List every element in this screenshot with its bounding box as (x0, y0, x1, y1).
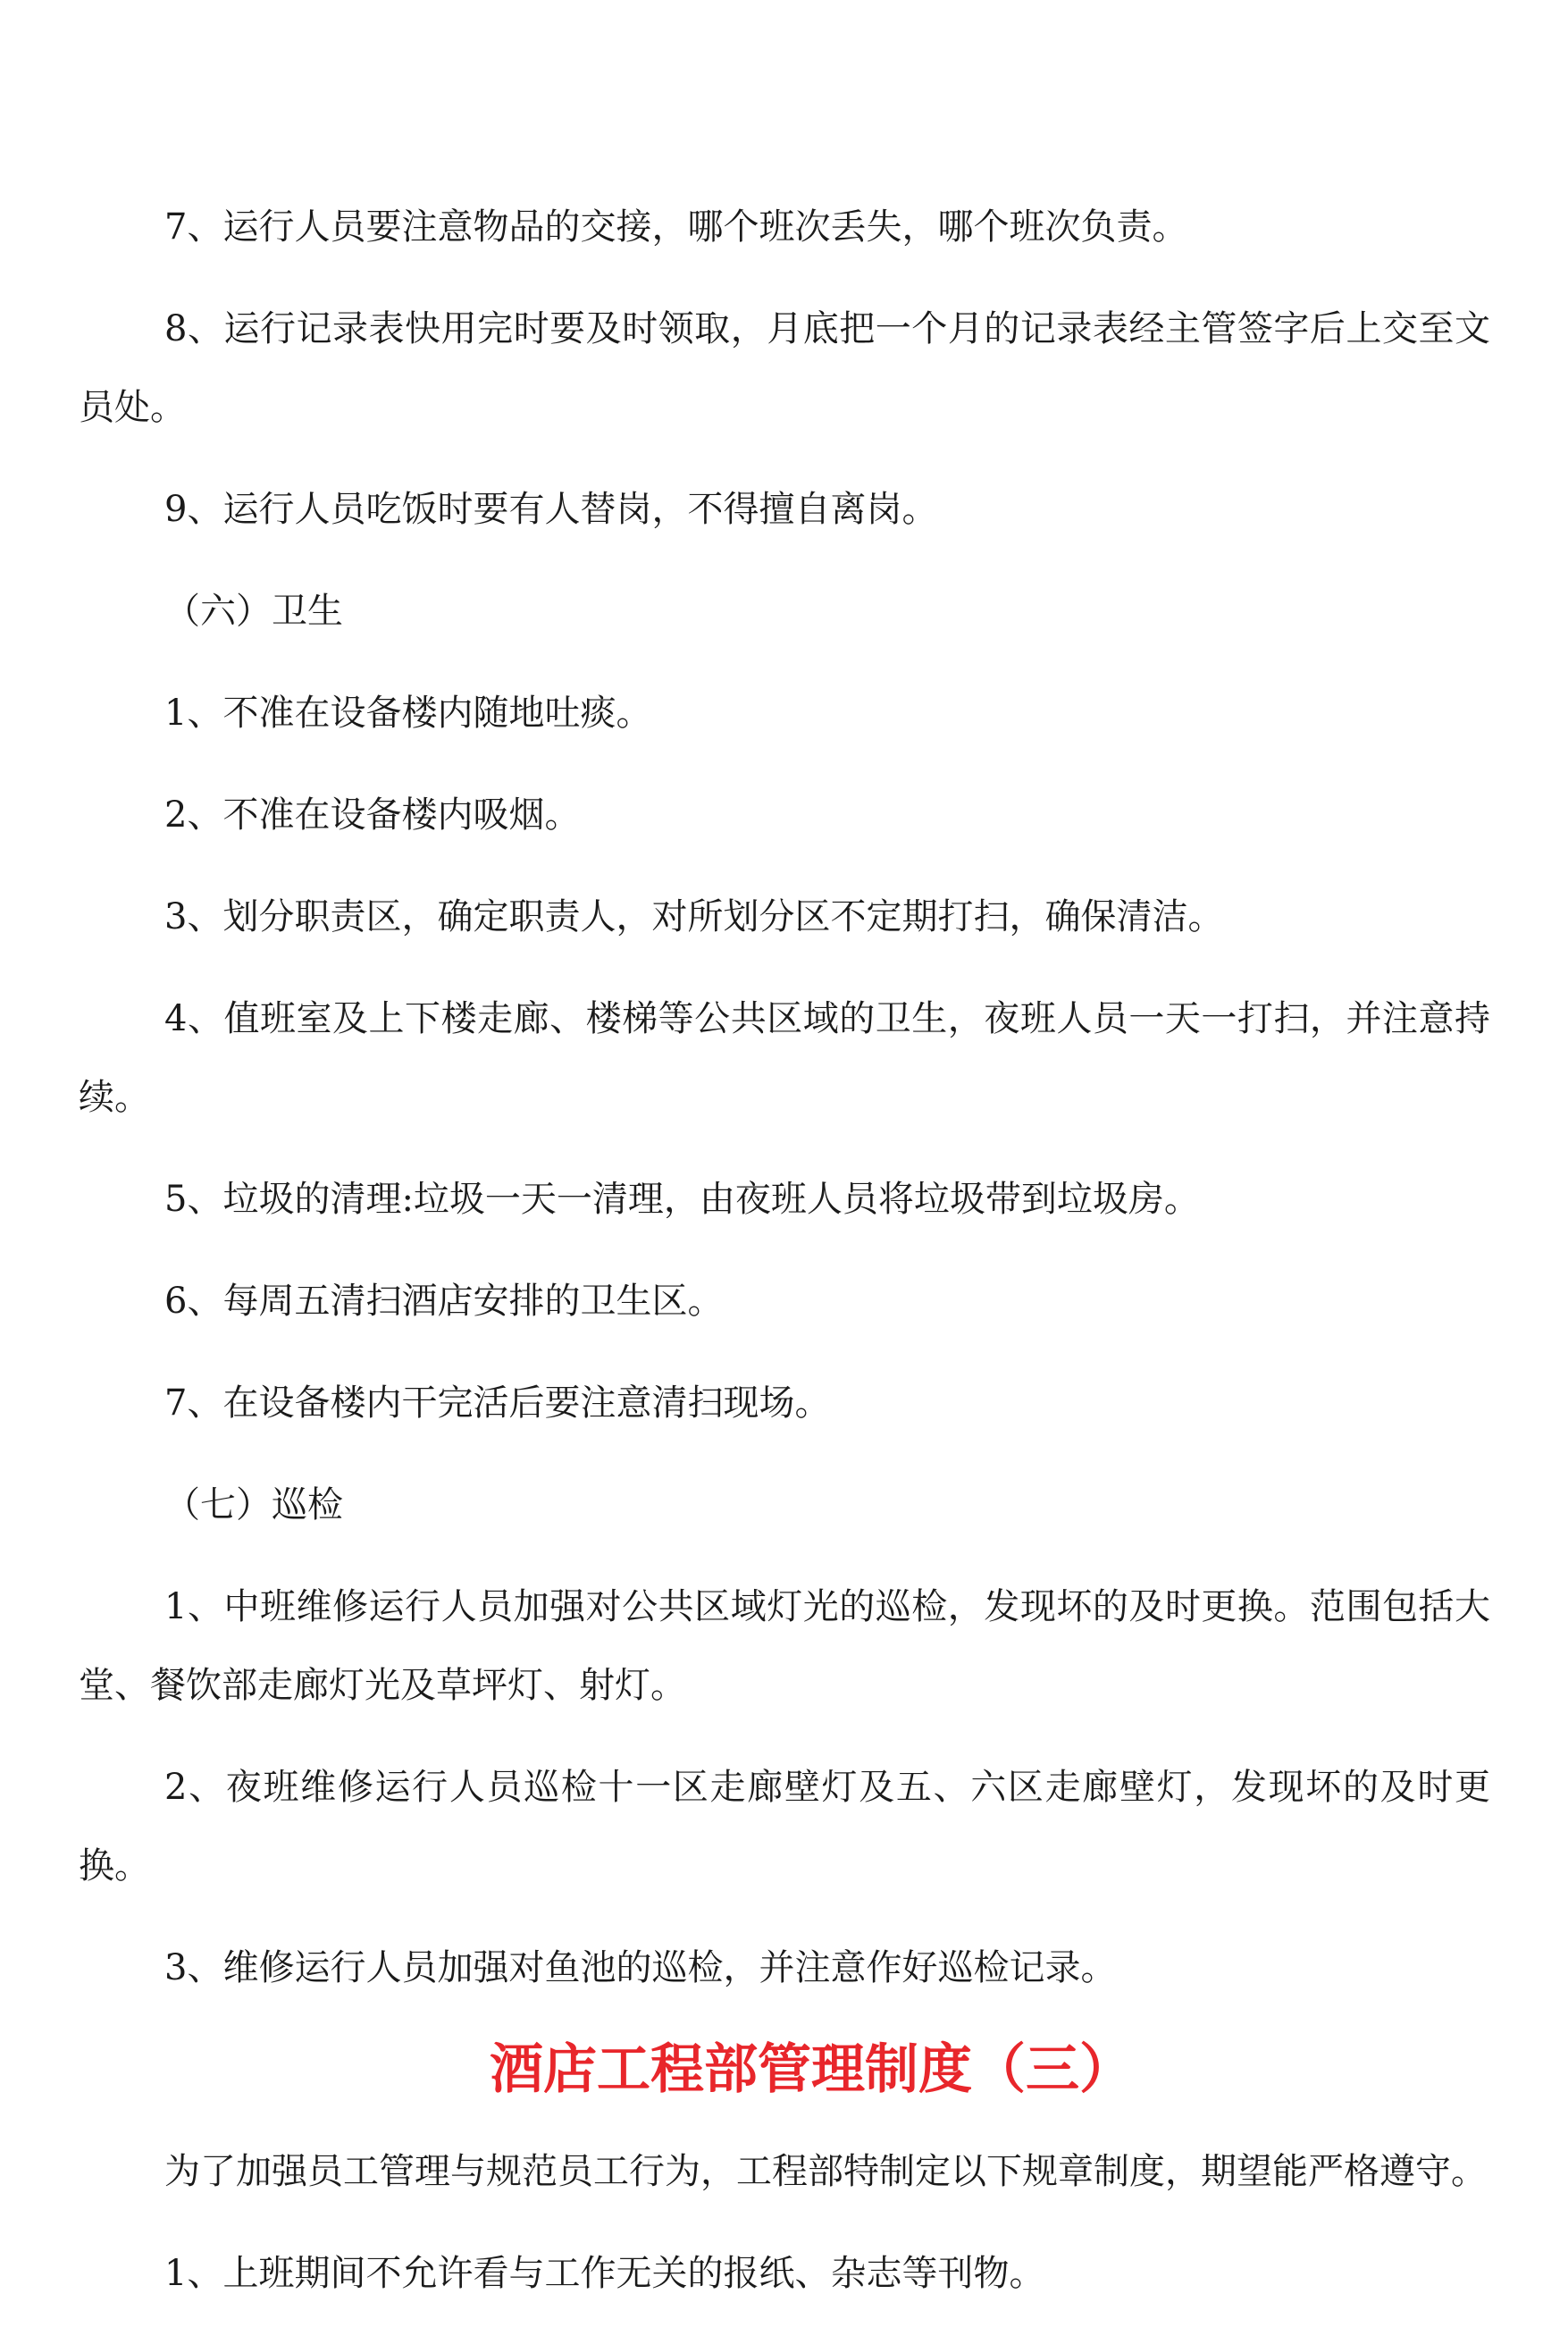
document-title: 酒店工程部管理制度（三） (490, 2038, 1133, 2101)
paragraph-item-9-meal-relief: 9、运行人员吃饭时要有人替岗，不得擅自离岗。 (164, 489, 938, 530)
section-heading-hygiene: （六）卫生 (164, 591, 343, 632)
paragraph-intro: 为了加强员工管理与规范员工行为，工程部特制定以下规章制度，期望能严格遵守。 (164, 2151, 1487, 2192)
paragraph-inspection-3: 3、维修运行人员加强对鱼池的巡检，并注意作好巡检记录。 (164, 1947, 1117, 1988)
section-heading-inspection: （七）巡检 (164, 1484, 343, 1525)
paragraph-hygiene-2: 2、不准在设备楼内吸烟。 (164, 794, 581, 836)
paragraph-hygiene-3: 3、划分职责区，确定职责人，对所划分区不定期打扫，确保清洁。 (164, 896, 1224, 937)
paragraph-inspection-1: 1、中班维修运行人员加强对公共区域灯光的巡检，发现坏的及时更换。范围包括大堂、餐饮部走廊灯光及草坪灯、射灯。 (79, 1586, 1490, 1706)
document-page (79, 188, 1490, 2336)
paragraph-hygiene-7: 7、在设备楼内干完活后要注意清扫现场。 (164, 1382, 831, 1424)
paragraph-item-7-handover: 7、运行人员要注意物品的交接，哪个班次丢失，哪个班次负责。 (164, 206, 1188, 248)
paragraph-item-8-records: 8、运行记录表快用完时要及时领取，月底把一个月的记录表经主管签字后上交至文员处。 (79, 308, 1490, 428)
paragraph-hygiene-1: 1、不准在设备楼内随地吐痰。 (164, 693, 652, 734)
paragraph-rule-1: 1、上班期间不允许看与工作无关的报纸、杂志等刊物。 (164, 2253, 1045, 2294)
paragraph-inspection-2: 2、夜班维修运行人员巡检十一区走廊壁灯及五、六区走廊壁灯，发现坏的及时更换。 (79, 1767, 1490, 1886)
paragraph-hygiene-5: 5、垃圾的清理:垃圾一天一清理，由夜班人员将垃圾带到垃圾房。 (164, 1179, 1200, 1220)
paragraph-hygiene-6: 6、每周五清扫酒店安排的卫生区。 (164, 1281, 724, 1322)
paragraph-hygiene-4: 4、值班室及上下楼走廊、楼梯等公共区域的卫生，夜班人员一天一打扫，并注意持续。 (79, 998, 1490, 1118)
